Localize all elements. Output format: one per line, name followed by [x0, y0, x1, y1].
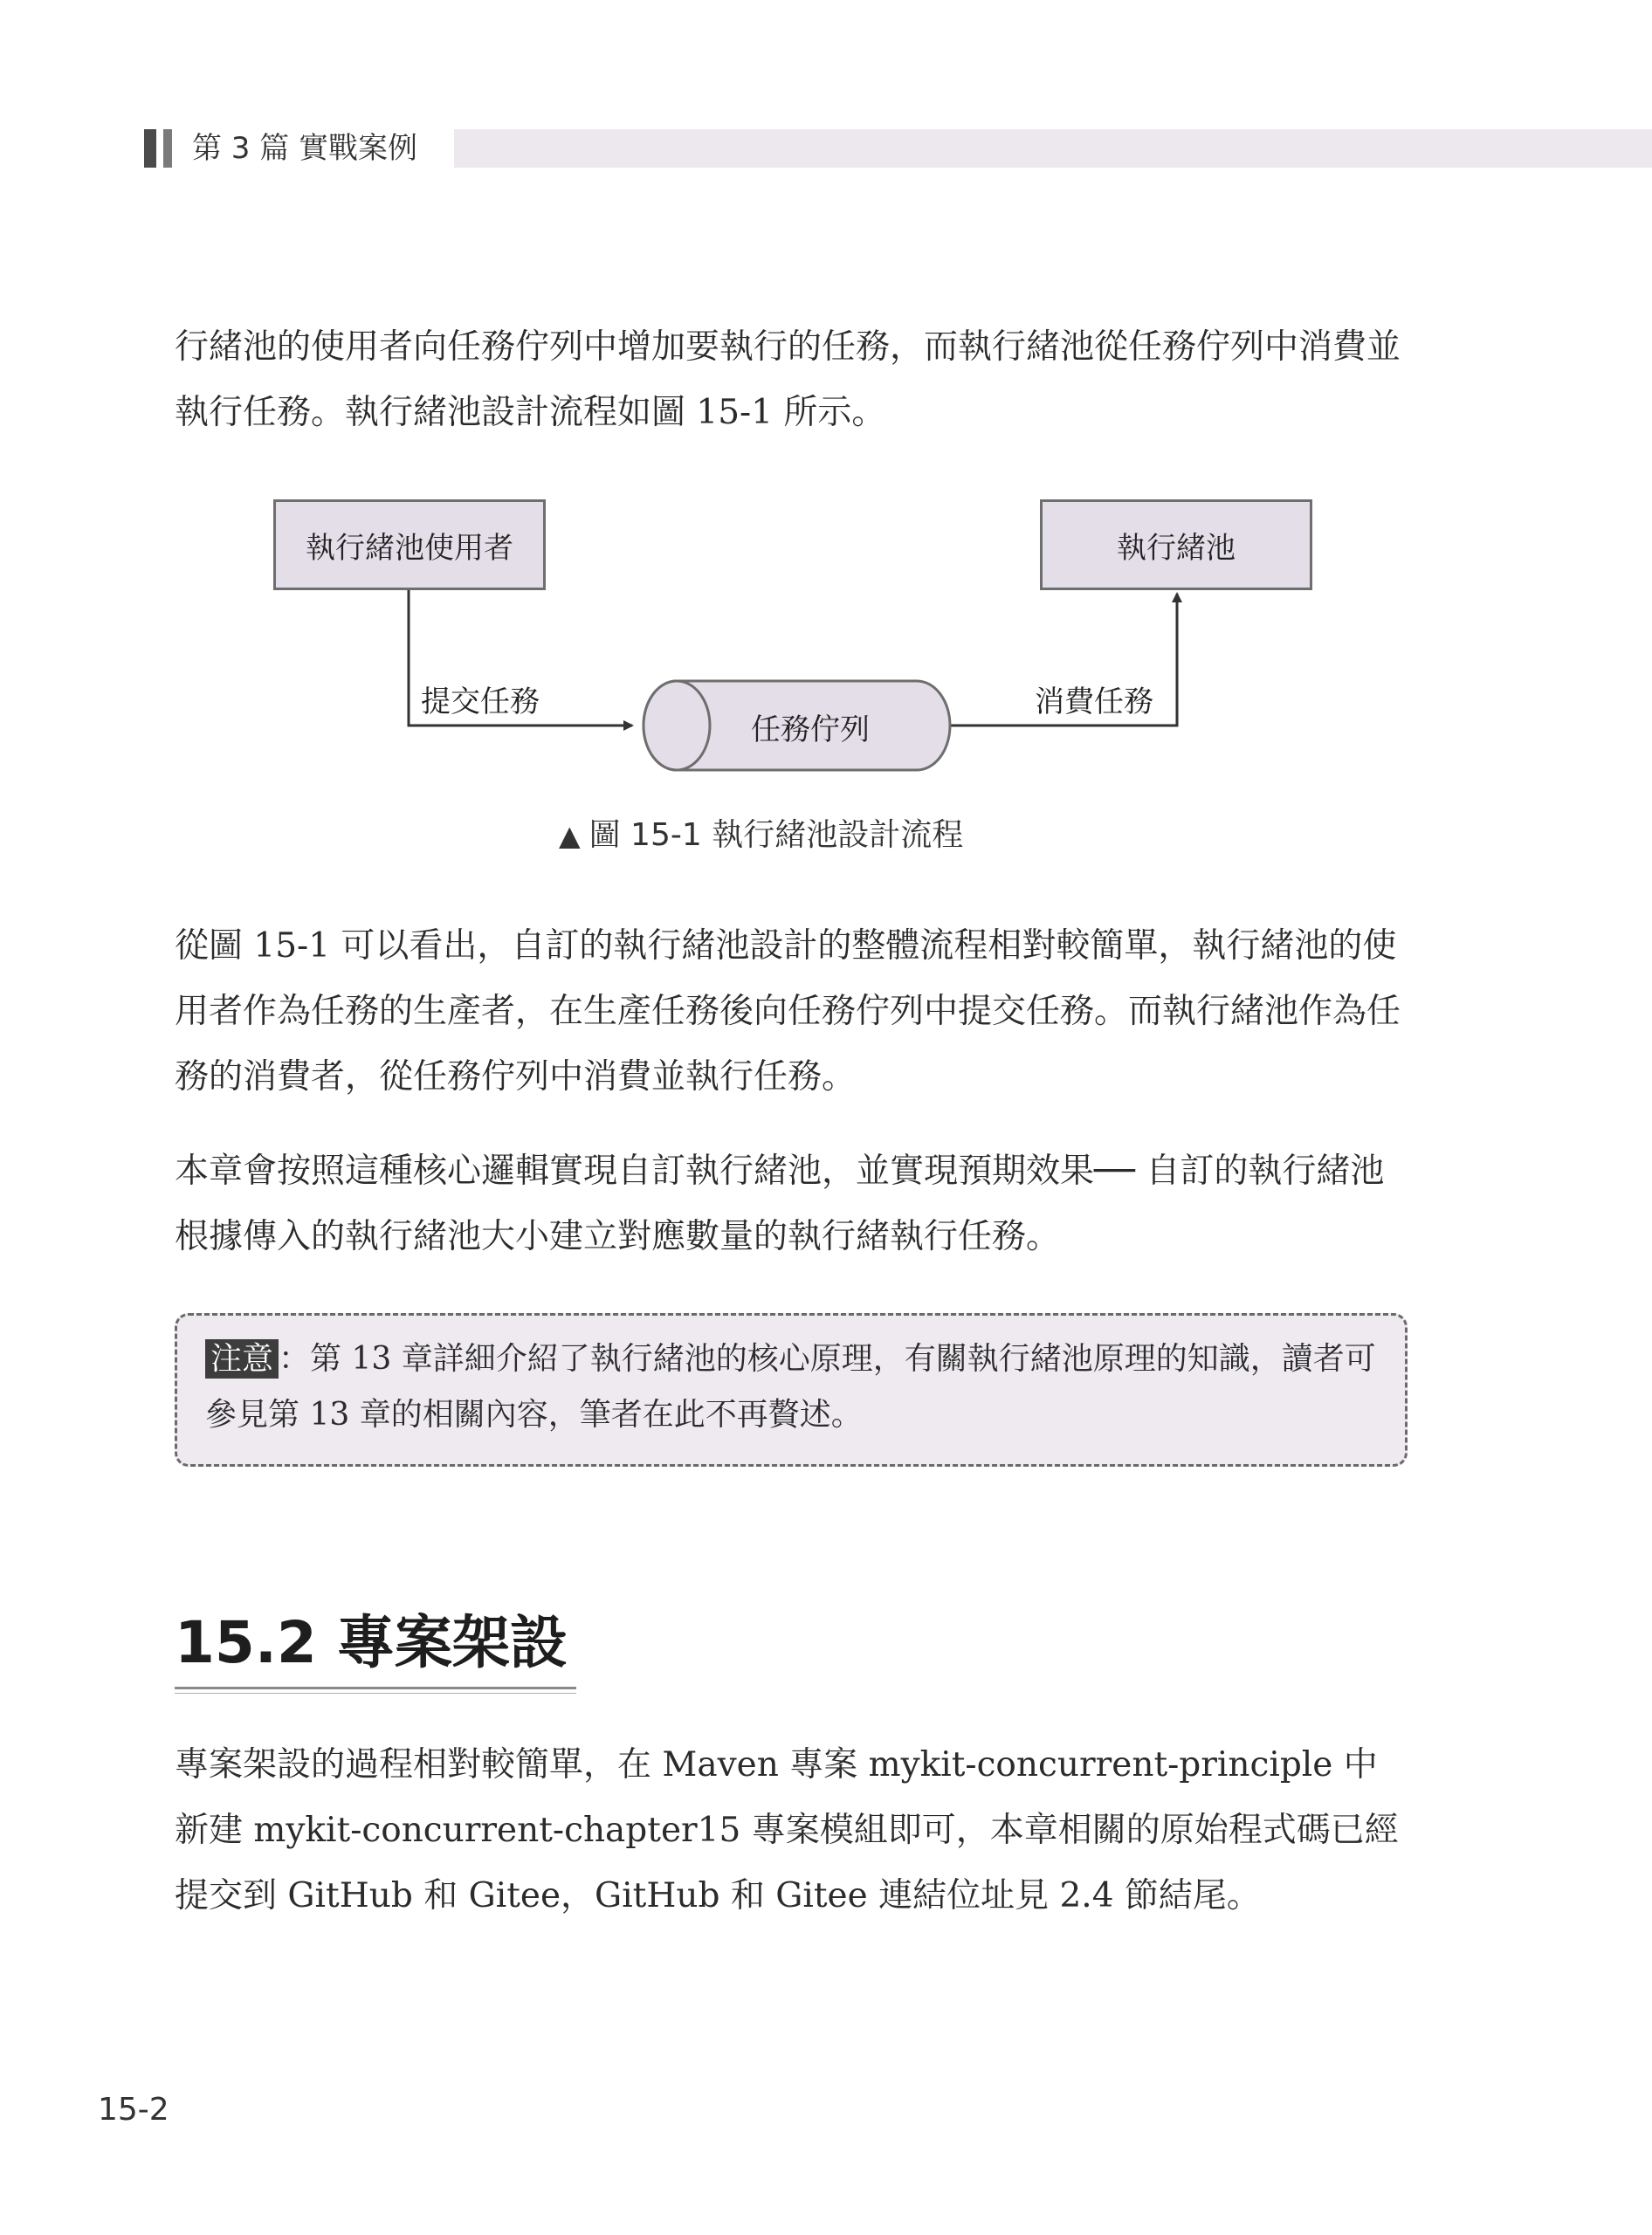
note-box: [175, 1313, 1408, 1467]
header-bar-light: [163, 129, 172, 168]
node-pool-label: 執行緒池: [1117, 530, 1236, 566]
triangle-icon: ▲: [559, 819, 581, 852]
node-user-label: 執行緒池使用者: [306, 530, 513, 566]
note-text: ：第 13 章詳細介紹了執行緒池的核心原理，有關執行緒池原理的知識，讀者可參見第 13 章的相關內容，筆者在此不再贅述。: [205, 1341, 1376, 1433]
section-underline-thin: [175, 1693, 576, 1694]
note-tag: 注意: [205, 1339, 279, 1379]
edge-consume-label: 消費任務: [1035, 684, 1153, 719]
paragraph-intro: 行緒池的使用者向任務佇列中增加要執行的任務，而執行緒池從任務佇列中消費並執行任務。執行緒池設計流程如圖 15-1 所示。: [175, 327, 1401, 432]
page-number: 15-2: [98, 2092, 169, 2128]
figure-caption: [559, 810, 963, 855]
section-underline: [175, 1687, 576, 1689]
running-header: [144, 129, 1652, 171]
header-title: 第 3 篇 實戰案例: [192, 131, 418, 166]
paragraph-chapter: 本章會按照這種核心邏輯實現自訂執行緒池，並實現預期效果── 自訂的執行緒池根據傳入的執行緒池大小建立對應數量的執行緒執行任務。: [175, 1152, 1385, 1256]
node-pool: [1040, 499, 1312, 590]
note-content: [205, 1331, 1379, 1443]
paragraph-flow: 從圖 15-1 可以看出，自訂的執行緒池設計的整體流程相對較簡單，執行緒池的使用者作為任務的生產者，在生產任務後向任務佇列中提交任務。而執行緒池作為任務的消費者，從任務佇列中消費並執行任務。: [175, 926, 1401, 1097]
paragraph-setup: 專案架設的過程相對較簡單，在 Maven 專案 mykit-concurrent-principle 中新建 mykit-concurrent-chapter15 專案模組即可，本章相關的原始程式碼已經提交到 GitHub 和 Gitee，GitHub 和 Gitee 連結位址見 2.4 節結尾。: [175, 1745, 1399, 1915]
edge-submit-label: 提交任務: [421, 684, 540, 719]
header-band: [454, 129, 1652, 168]
figure-caption-text: 圖 15-1 執行緒池設計流程: [589, 817, 964, 853]
node-user: [273, 499, 546, 590]
section-heading: 15.2 專案架設: [175, 1609, 568, 1676]
node-queue-label: 任務佇列: [751, 712, 870, 747]
flow-diagram: [271, 496, 1318, 784]
header-bar-dark: [144, 129, 156, 168]
